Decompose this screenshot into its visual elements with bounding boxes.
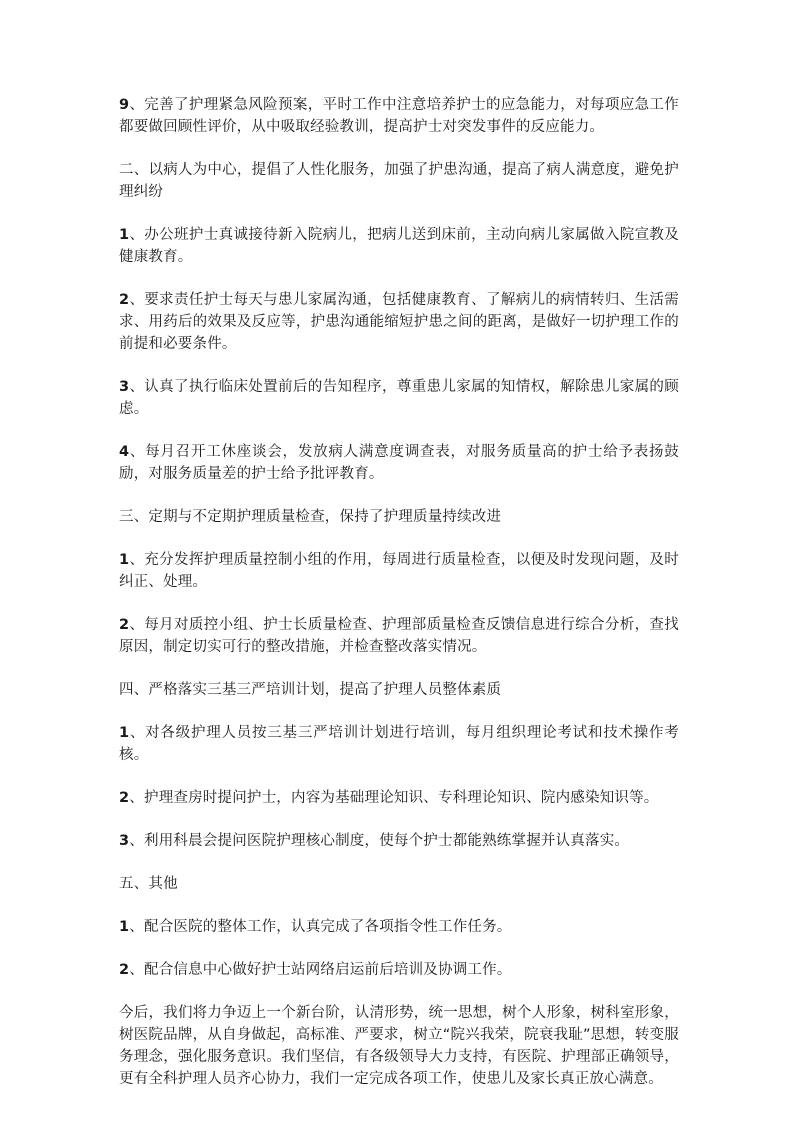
heading-text: 二、以病人为中心，提倡了人性化服务，加强了护患沟通，提高了病人满意度，避免护理纠纷 xyxy=(119,162,679,200)
item-number: 2 xyxy=(119,962,130,978)
heading-text: 四、严格落实三基三严培训计划，提高了护理人员整体素质 xyxy=(119,682,502,698)
paragraph-text: 、护理查房时提问护士，内容为基础理论知识、专科理论知识、院内感染知识等。 xyxy=(129,790,659,806)
item-number: 2 xyxy=(119,292,130,308)
paragraph-text: 、完善了护理紧急风险预案，平时工作中注意培养护士的应急能力，对每项应急工作都要做回顾性评价，从中吸取经验教训，提高护士对突发事件的反应能力。 xyxy=(119,97,679,135)
paragraph-item-3 xyxy=(119,376,679,420)
paragraph-text: 、配合信息中心做好护士站网络启运前后培训及协调工作。 xyxy=(129,962,512,978)
paragraph-item-1 xyxy=(119,549,679,593)
item-number: 1 xyxy=(119,919,130,935)
paragraph-text: 、配合医院的整体工作，认真完成了各项指令性工作任务。 xyxy=(129,919,512,935)
paragraph-text: 今后，我们将力争迈上一个新台阶，认清形势，统一思想，树个人形象，树科室形象，树医院品牌，从自身做起，高标准、严要求，树立“院兴我荣，院衰我耻”思想，转变服务理念，强化服务意识。我们坚信，有各级领导大力支持，有医院、护理部正确领导，更有全科护理人员齐心协力，我们一定完成各项工作，使患儿及家长真正放心满意。 xyxy=(119,1005,679,1087)
paragraph-item-2 xyxy=(119,787,679,809)
item-number: 1 xyxy=(119,227,130,243)
section-heading-3 xyxy=(119,506,679,528)
paragraph-item-2 xyxy=(119,959,679,981)
item-number: 1 xyxy=(119,552,130,568)
paragraph-item-2 xyxy=(119,614,679,658)
paragraph-text: 、办公班护士真诚接待新入院病儿，把病儿送到床前，主动向病儿家属做入院宣教及健康教育。 xyxy=(119,227,679,265)
paragraph-item-1 xyxy=(119,722,679,766)
paragraph-item-2 xyxy=(119,289,679,355)
paragraph-text: 、要求责任护士每天与患儿家属沟通，包括健康教育、了解病儿的病情转归、生活需求、用药后的效果及反应等，护患沟通能缩短护患之间的距离，是做好一切护理工作的前提和必要条件。 xyxy=(119,292,679,352)
item-number: 9 xyxy=(119,97,130,113)
paragraph-text: 、每月召开工休座谈会，发放病人满意度调查表，对服务质量高的护士给予表扬鼓励，对服务质量差的护士给予批评教育。 xyxy=(119,444,679,482)
paragraph-item-1 xyxy=(119,916,679,938)
heading-text: 三、定期与不定期护理质量检查，保持了护理质量持续改进 xyxy=(119,509,502,525)
item-number: 1 xyxy=(119,725,130,741)
paragraph-text: 、认真了执行临床处置前后的告知程序，尊重患儿家属的知情权，解除患儿家属的顾虑。 xyxy=(119,379,679,417)
paragraph-text: 、对各级护理人员按三基三严培训计划进行培训，每月组织理论考试和技术操作考核。 xyxy=(119,725,679,763)
section-heading-5 xyxy=(119,873,679,895)
item-number: 3 xyxy=(119,833,130,849)
document-body xyxy=(119,94,679,1090)
item-number: 2 xyxy=(119,790,130,806)
item-number: 4 xyxy=(119,444,130,460)
section-heading-2 xyxy=(119,159,679,203)
paragraph-text: 、利用科晨会提问医院护理核心制度，使每个护士都能熟练掌握并认真落实。 xyxy=(129,833,630,849)
heading-text: 五、其他 xyxy=(119,876,178,892)
paragraph-item-1 xyxy=(119,224,679,268)
paragraph-text: 、充分发挥护理质量控制小组的作用，每周进行质量检查，以便及时发现问题，及时纠正、处理。 xyxy=(119,552,679,590)
item-number: 2 xyxy=(119,617,130,633)
paragraph-item-9 xyxy=(119,94,679,138)
paragraph-item-4 xyxy=(119,441,679,485)
closing-paragraph xyxy=(119,1002,679,1090)
section-heading-4 xyxy=(119,679,679,701)
paragraph-text: 、每月对质控小组、护士长质量检查、护理部质量检查反馈信息进行综合分析，查找原因，制定切实可行的整改措施，并检查整改落实情况。 xyxy=(119,617,679,655)
paragraph-item-3 xyxy=(119,830,679,852)
item-number: 3 xyxy=(119,379,130,395)
